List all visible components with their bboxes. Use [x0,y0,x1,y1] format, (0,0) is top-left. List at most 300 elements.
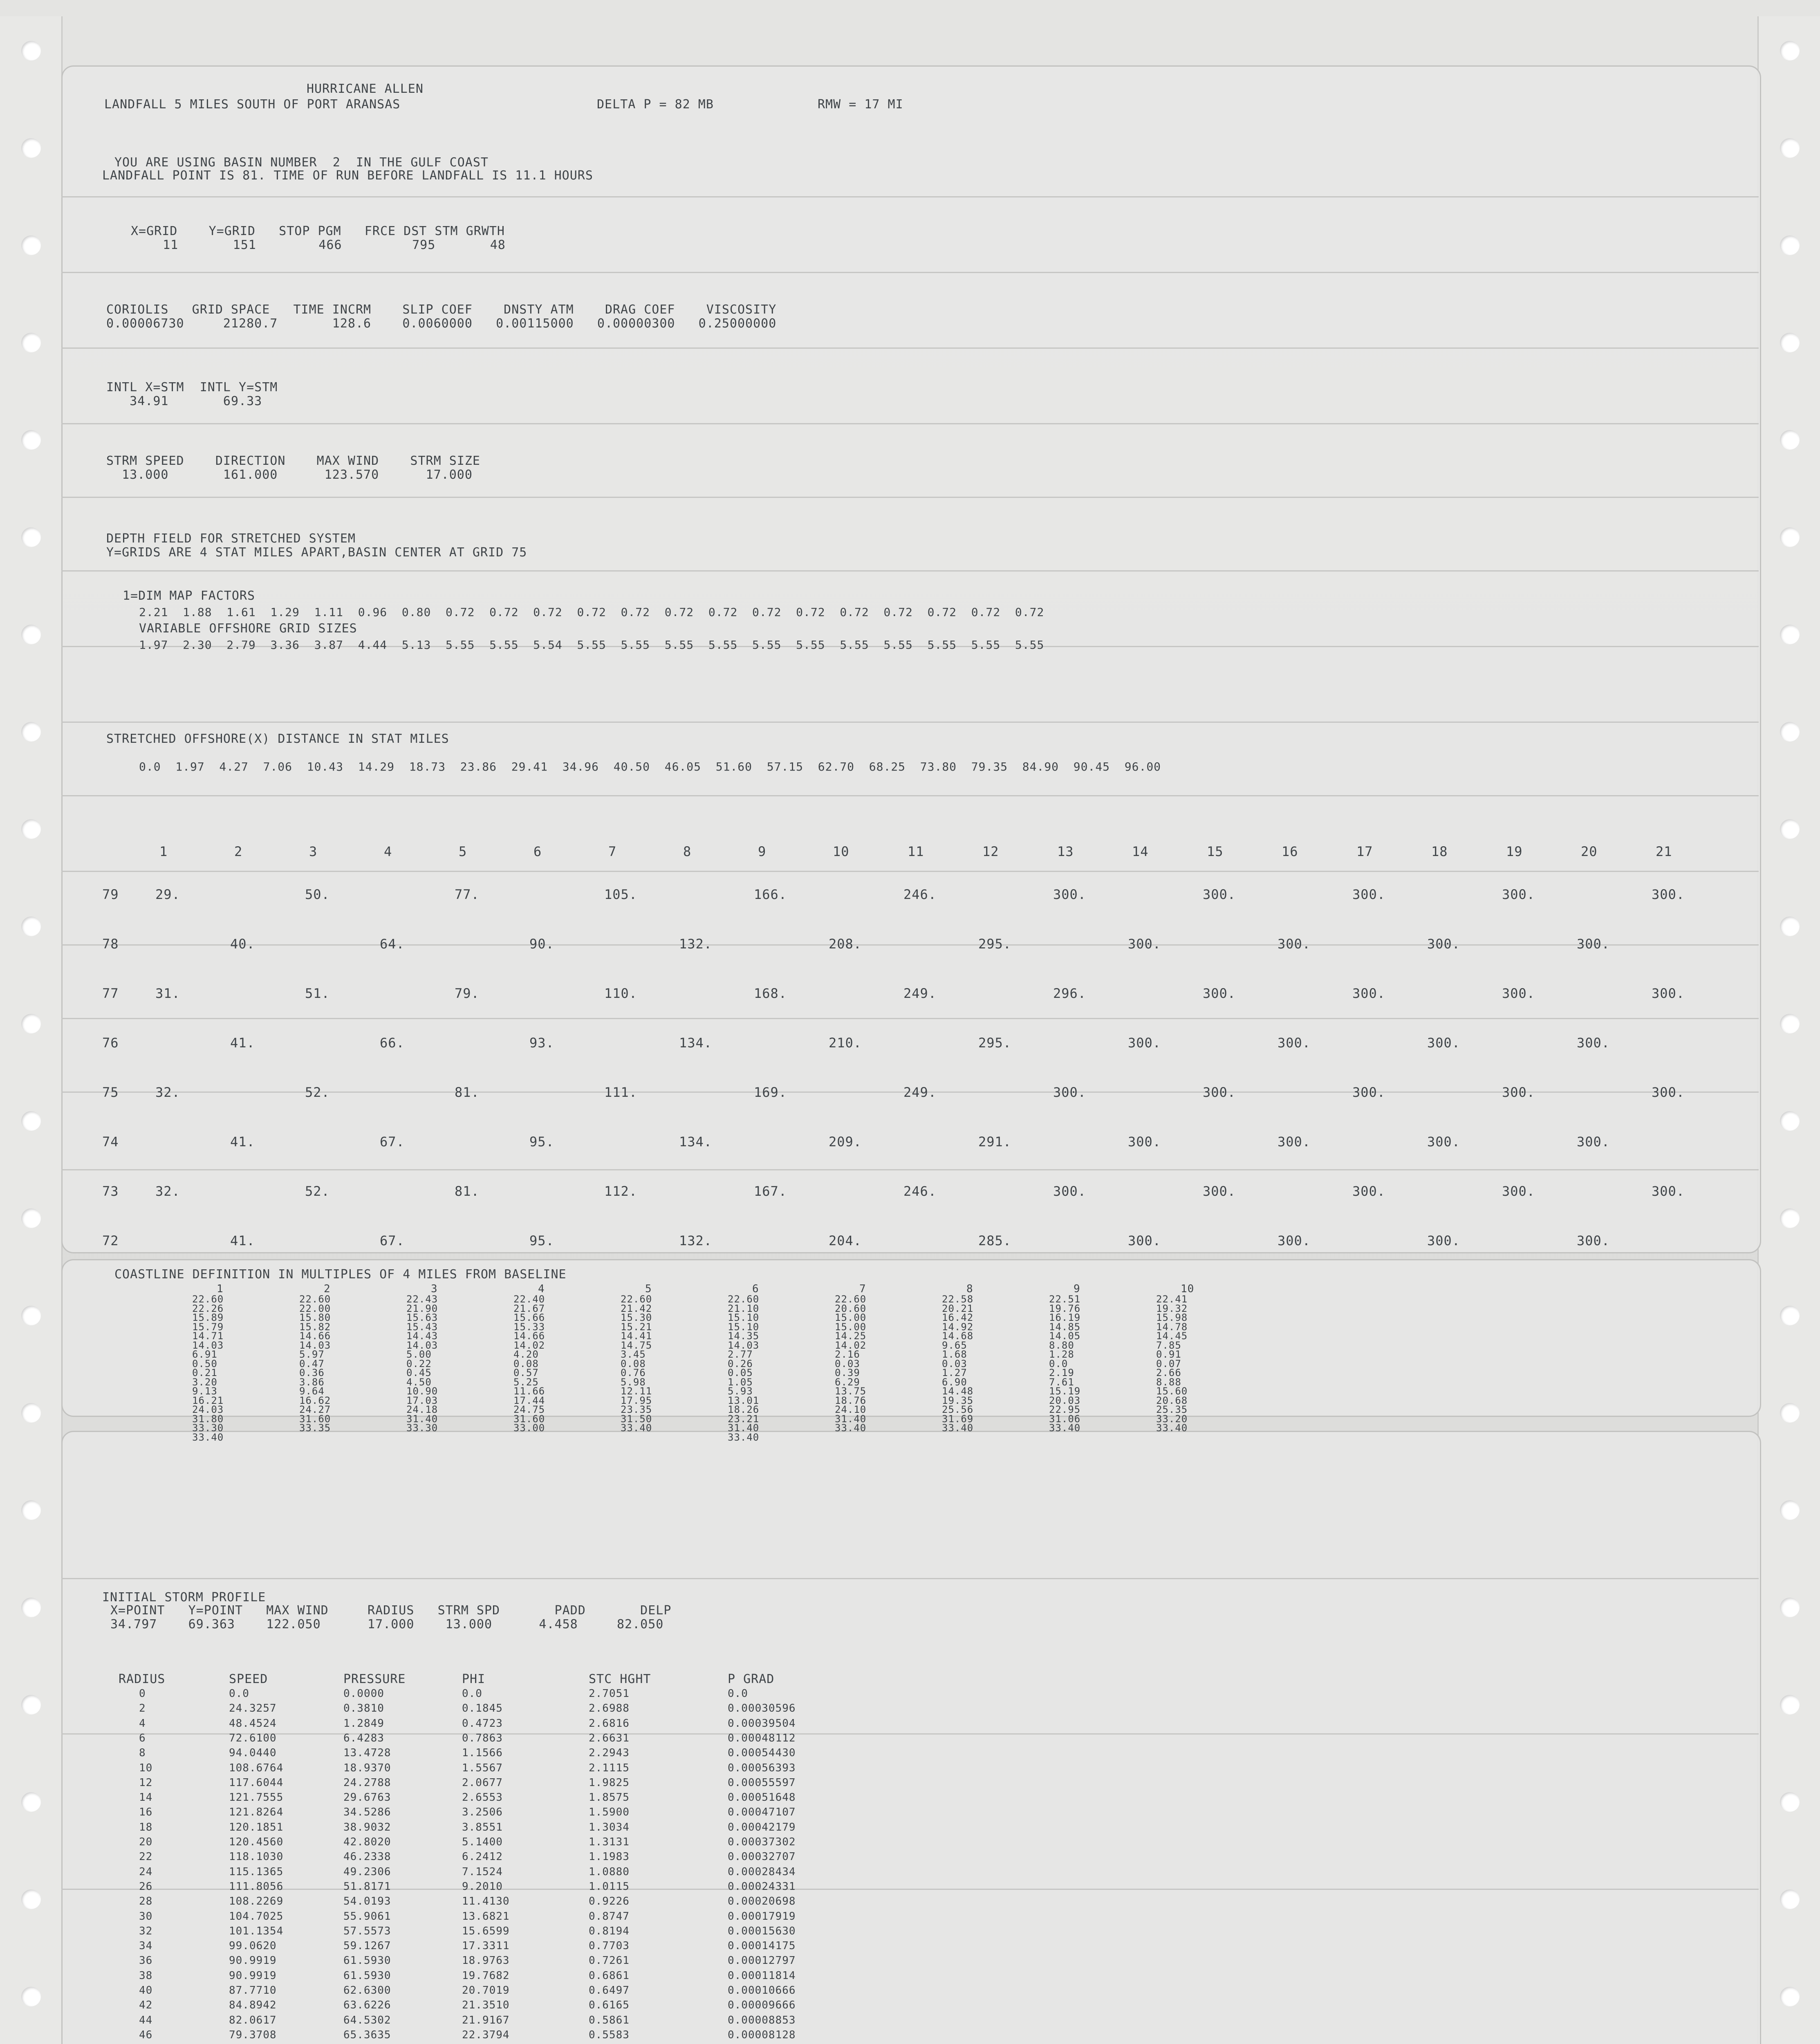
table-cell: 101.1354 [229,1925,284,1937]
greenbar-rule [61,795,1759,796]
depth-cell: 300. [1053,887,1087,902]
table-cell: 3.8551 [462,1821,503,1833]
coastline-value: 8.88 [1156,1376,1181,1388]
coastline-value: 0.50 [192,1358,217,1369]
coastline-column-number: 6 [752,1283,759,1295]
table-cell: 90.9919 [229,1969,277,1982]
table-cell: 0.00054430 [728,1747,796,1759]
coastline-value: 15.60 [1156,1385,1188,1397]
profile-values: 34.797 69.363 122.050 17.000 13.000 4.458 82.050 [110,1617,664,1632]
table-cell: 0.0 [728,1688,748,1700]
table-cell: 1.1566 [462,1747,503,1759]
coastline-value: 0.21 [192,1367,217,1378]
table-cell: 6.4283 [343,1732,384,1744]
table-cell: 0.8747 [589,1910,630,1923]
coastline-value: 24.75 [513,1404,545,1415]
coastline-value: 15.19 [1049,1385,1081,1397]
depth-cell: 210. [829,1035,862,1051]
depth-cell: 249. [903,1085,937,1100]
table-cell: 16 [139,1806,153,1819]
coastline-value: 14.66 [513,1330,545,1342]
sprocket-hole [21,527,41,547]
coastline-value: 14.75 [621,1339,652,1351]
coastline-value: 19.32 [1156,1302,1188,1314]
coastline-value: 31.40 [406,1413,438,1425]
table-cell: 51.8171 [343,1880,391,1893]
table-cell: 44 [139,2014,153,2026]
coastline-value: 17.44 [513,1394,545,1406]
table-cell: 0.00015630 [728,1925,796,1937]
table-cell: 62.6300 [343,1984,391,1997]
depth-cell: 300. [1652,1085,1685,1100]
coastline-value: 1.28 [1049,1349,1074,1360]
coastline-value: 23.35 [621,1404,652,1415]
sprocket-hole [21,333,41,352]
coastline-value: 17.03 [406,1394,438,1406]
coastline-value: 15.00 [835,1312,867,1323]
depth-cell: 32. [155,1085,180,1100]
table-cell: 0.5861 [589,2014,630,2026]
coastline-value: 14.25 [835,1330,867,1342]
table-cell: 0.00055597 [728,1776,796,1789]
greenbar-rule [61,1018,1759,1019]
table-header-cell: PRESSURE [343,1672,406,1686]
coastline-value: 15.43 [406,1321,438,1333]
coastline-value: 19.76 [1049,1302,1081,1314]
table-cell: 0.00011814 [728,1969,796,1982]
column-index: 2 [234,844,243,859]
depth-cell: 300. [1652,887,1685,902]
sprocket-hole [21,41,41,61]
sprocket-hole [21,1695,41,1715]
sprocket-hole [1780,333,1800,352]
table-cell: 2.6631 [589,1732,630,1744]
initial-position-values: 34.91 69.33 [106,394,262,408]
table-cell: 0.00012797 [728,1954,796,1967]
coastline-column-number: 3 [431,1283,438,1295]
depth-row-label: 72 [102,1233,119,1248]
table-cell: 0 [139,1688,146,1700]
greenbar-rule [61,1889,1759,1890]
table-cell: 1.3131 [589,1836,630,1848]
column-index: 20 [1581,844,1598,859]
table-cell: 72.6100 [229,1732,277,1744]
column-index: 12 [982,844,999,859]
greenbar-rule [61,944,1759,946]
depth-cell: 300. [1427,1035,1461,1051]
coastline-value: 3.86 [299,1376,325,1388]
coastline-value: 0.57 [513,1367,539,1378]
depth-cell: 246. [903,887,937,902]
table-cell [728,2042,796,2044]
coastline-value: 12.11 [621,1385,652,1397]
sprocket-hole [21,138,41,158]
table-cell: 29.6763 [343,1791,391,1804]
table-cell: 24 [139,1865,153,1878]
depth-cell: 52. [305,1183,330,1199]
basin-line-2: LANDFALL POINT IS 81. TIME OF RUN BEFORE LANDFALL IS 11.1 HOURS [102,168,593,183]
table-cell: 120.1851 [229,1821,284,1833]
depth-cell: 67. [380,1134,405,1150]
table-cell: 42.8020 [343,1836,391,1848]
table-header-cell: STC HGHT [589,1672,651,1686]
table-cell: 1.0880 [589,1865,630,1878]
table-cell: 82.0617 [229,2014,277,2026]
coastline-value: 16.42 [942,1312,974,1323]
coastline-value: 20.68 [1156,1394,1188,1406]
table-cell: 120.4560 [229,1836,284,1848]
table-cell: 24.3257 [229,1702,277,1715]
depth-cell: 41. [230,1134,255,1150]
depth-row-label: 76 [102,1035,119,1051]
table-cell: 18 [139,1821,153,1833]
depth-cell: 31. [155,986,180,1001]
sprocket-hole [1780,1403,1800,1423]
coastline-value: 6.90 [942,1376,967,1388]
sprocket-hole [21,625,41,644]
table-cell: 0.00047107 [728,1806,796,1819]
table-cell: 104.7025 [229,1910,284,1923]
coastline-value: 14.71 [192,1330,224,1342]
depth-cell: 77. [455,887,480,902]
table-cell: 14 [139,1791,153,1804]
coastline-column-number: 2 [324,1283,331,1295]
table-cell: 0.00051648 [728,1791,796,1804]
table-header-cell: RADIUS [119,1672,166,1686]
depth-cell: 169. [754,1085,787,1100]
depth-cell: 52. [305,1085,330,1100]
table-cell: 2.2943 [589,1747,630,1759]
coastline-value: 14.02 [835,1339,867,1351]
table-cell: 108.6764 [229,1762,284,1774]
coastline-value: 2.77 [728,1349,753,1360]
coastline-value: 24.03 [192,1404,224,1415]
table-cell: 28 [139,1895,153,1908]
depth-cell: 300. [1203,986,1236,1001]
coastline-value: 22.58 [942,1293,974,1305]
table-cell: 0.00042179 [728,1821,796,1833]
coastline-column-number: 9 [1074,1283,1080,1295]
table-cell [229,2042,277,2044]
depth-cell: 300. [1128,1233,1161,1248]
depth-cell: 285. [978,1233,1012,1248]
coastline-value: 33.40 [942,1422,974,1434]
coastline-value: 1.68 [942,1349,967,1360]
depth-cell: 300. [1128,936,1161,952]
coastline-value: 33.00 [513,1422,545,1434]
stretched-row: 0.0 1.97 4.27 7.06 10.43 14.29 18.73 23.86 29.41 34.96 40.50 46.05 51.60 57.15 62.70 68.25 73.80 79.35 84.90 90.45 96.00 [139,760,1161,773]
column-index: 8 [683,844,692,859]
depth-cell: 300. [1577,936,1610,952]
depth-cell: 300. [1053,1183,1087,1199]
table-cell: 22.3794 [462,2028,510,2041]
greenbar-rule [61,196,1759,197]
coastline-value: 0.45 [406,1367,432,1378]
coastline-value: 0.47 [299,1358,325,1369]
sprocket-hole [1780,1500,1800,1520]
table-cell: 2.1115 [589,1762,630,1774]
table-cell: 1.5900 [589,1806,630,1819]
coastline-value: 0.39 [835,1367,860,1378]
coastline-value: 21.42 [621,1302,652,1314]
greenbar-rule [61,497,1759,498]
coastline-value: 22.60 [192,1293,224,1305]
storm-values: 13.000 161.000 123.570 17.000 [106,468,473,482]
coastline-value: 15.00 [835,1321,867,1333]
table-cell: 0.5583 [589,2028,630,2041]
column-index: 5 [459,844,467,859]
table-cell: 0.4723 [462,1717,503,1730]
hurricane-name: HURRICANE ALLEN [307,82,424,96]
depth-row-label: 73 [102,1183,119,1199]
column-index: 13 [1057,844,1074,859]
coastline-value: 13.01 [728,1394,760,1406]
coastline-value: 23.21 [728,1413,760,1425]
sprocket-hole [1780,625,1800,644]
depth-cell: 95. [529,1134,554,1150]
coastline-value: 22.40 [513,1293,545,1305]
coastline-value: 20.60 [835,1302,867,1314]
depth-cell: 300. [1278,936,1311,952]
coastline-value: 18.26 [728,1404,760,1415]
coastline-value: 14.41 [621,1330,652,1342]
sprocket-hole [1780,41,1800,61]
table-cell: 0.6861 [589,1969,630,1982]
table-cell: 20.7019 [462,1984,510,1997]
coastline-value: 21.67 [513,1302,545,1314]
coastline-value: 14.03 [406,1339,438,1351]
coastline-value: 22.43 [406,1293,438,1305]
sprocket-hole [21,819,41,839]
table-cell: 38.9032 [343,1821,391,1833]
table-cell: 111.8056 [229,1880,284,1893]
table-cell: 1.8575 [589,1791,630,1804]
coastline-value: 0.07 [1156,1358,1181,1369]
table-cell: 0.0 [462,1688,482,1700]
profile-title: INITIAL STORM PROFILE [102,1590,266,1605]
greenbar-rule [61,871,1759,872]
depth-cell: 300. [1128,1134,1161,1150]
table-cell: 49.2306 [343,1865,391,1878]
table-cell: 6 [139,1732,146,1744]
table-cell: 0.0000 [343,1688,384,1700]
table-cell: 40 [139,1984,153,1997]
table-cell: 99.0620 [229,1940,277,1952]
coastline-value: 22.26 [192,1302,224,1314]
column-index: 11 [908,844,924,859]
table-cell: 121.8264 [229,1806,284,1819]
coastline-value: 14.48 [942,1385,974,1397]
depth-cell: 300. [1502,887,1535,902]
depth-cell: 64. [380,936,405,952]
table-header-cell: SPEED [229,1672,268,1686]
coastline-value: 0.76 [621,1367,646,1378]
table-cell: 63.6226 [343,1999,391,2012]
table-cell: 0.00020698 [728,1895,796,1908]
coastline-value: 18.76 [835,1394,867,1406]
coastline-value: 14.45 [1156,1330,1188,1342]
greenbar-rule [61,570,1759,572]
coastline-value: 15.79 [192,1321,224,1333]
coastline-value: 14.03 [299,1339,331,1351]
column-index: 4 [384,844,392,859]
depth-cell: 291. [978,1134,1012,1150]
coastline-value: 0.03 [942,1358,967,1369]
column-index: 15 [1207,844,1224,859]
coastline-value: 8.80 [1049,1339,1074,1351]
sprocket-hole [1780,1695,1800,1715]
table-cell: 1.3034 [589,1821,630,1833]
sprocket-hole [21,1500,41,1520]
table-cell: 11.4130 [462,1895,510,1908]
coastline-value: 6.29 [835,1376,860,1388]
column-index: 16 [1282,844,1298,859]
storm-header: STRM SPEED DIRECTION MAX WIND STRM SIZE [106,454,480,468]
coastline-value: 15.10 [728,1321,760,1333]
depth-cell: 132. [679,1233,713,1248]
offshore-row: 1.97 2.30 2.79 3.36 3.87 4.44 5.13 5.55 5.55 5.54 5.55 5.55 5.55 5.55 5.55 5.55 5.55 5.55 5.55 5.55 5.55 [139,638,1044,652]
depth-cell: 300. [1427,1233,1461,1248]
table-cell: 94.0440 [229,1747,277,1759]
table-cell: 38 [139,1969,153,1982]
table-cell: 118.1030 [229,1851,284,1863]
map-factors-label: 1=DIM MAP FACTORS [123,589,256,603]
table-cell: 0.00010666 [728,1984,796,1997]
table-cell: 0.7863 [462,1732,503,1744]
table-cell: 46 [139,2028,153,2041]
coastline-value: 22.00 [299,1302,331,1314]
coastline-value: 33.40 [621,1422,652,1434]
coastline-value: 10.90 [406,1385,438,1397]
sprocket-hole [21,1403,41,1423]
sprocket-hole [1780,1014,1800,1033]
sprocket-hole [1780,1111,1800,1131]
table-cell: 115.1365 [229,1865,284,1878]
greenbar-rule [61,423,1759,424]
coastline-value: 0.22 [406,1358,432,1369]
sprocket-hole [1780,138,1800,158]
coastline-value: 22.60 [299,1293,331,1305]
depth-cell: 300. [1577,1134,1610,1150]
table-cell: 32 [139,1925,153,1937]
coastline-value: 14.78 [1156,1321,1188,1333]
coastline-column-number: 4 [538,1283,545,1295]
depth-cell: 296. [1053,986,1087,1001]
table-cell [589,2042,630,2044]
table-cell: 0.00032707 [728,1851,796,1863]
depth-cell: 300. [1203,1085,1236,1100]
sprocket-hole [1780,917,1800,936]
coastline-value: 25.56 [942,1404,974,1415]
depth-cell: 208. [829,936,862,952]
sprocket-hole [1780,1306,1800,1325]
depth-row-label: 77 [102,986,119,1001]
offshore-label: VARIABLE OFFSHORE GRID SIZES [139,621,357,636]
table-cell: 2.6553 [462,1791,503,1804]
table-cell: 42 [139,1999,153,2012]
coastline-value: 31.06 [1049,1413,1081,1425]
table-cell: 65.3635 [343,2028,391,2041]
profile-header: X=POINT Y=POINT MAX WIND RADIUS STRM SPD PADD DELP [110,1603,672,1618]
table-cell: 57.5573 [343,1925,391,1937]
coastline-value: 33.40 [728,1431,760,1443]
coastline-value: 14.85 [1049,1321,1081,1333]
coastline-value: 31.69 [942,1413,974,1425]
grid-values: 11 151 466 795 48 [147,238,506,252]
table-cell: 87.7710 [229,1984,277,1997]
column-index: 1 [159,844,168,859]
table-cell: 0.00028434 [728,1865,796,1878]
table-cell: 46.2338 [343,1851,391,1863]
stretched-label: STRETCHED OFFSHORE(X) DISTANCE IN STAT MILES [106,732,449,746]
depth-cell: 134. [679,1134,713,1150]
coastline-value: 3.45 [621,1349,646,1360]
table-cell: 0.00048112 [728,1732,796,1744]
table-cell: 2.7051 [589,1688,630,1700]
coastline-value: 15.80 [299,1312,331,1323]
table-cell: 3.2506 [462,1806,503,1819]
table-cell: 15.6599 [462,1925,510,1937]
depth-cell: 300. [1203,887,1236,902]
physics-values: 0.00006730 21280.7 128.6 0.0060000 0.00115000 0.00000300 0.25000000 [106,316,777,331]
coastline-value: 14.92 [942,1321,974,1333]
table-cell: 22 [139,1851,153,1863]
depth-cell: 295. [978,936,1012,952]
coastline-value: 22.60 [835,1293,867,1305]
table-cell [343,2042,391,2044]
coastline-value: 14.66 [299,1330,331,1342]
coastline-value: 24.27 [299,1404,331,1415]
column-index: 3 [309,844,318,859]
coastline-value: 33.40 [1049,1422,1081,1434]
table-cell: 0.00030596 [728,1702,796,1715]
coastline-value: 0.36 [299,1367,325,1378]
table-header-cell: P GRAD [728,1672,775,1686]
sprocket-hole [1780,1987,1800,2006]
table-cell: 0.7261 [589,1954,630,1967]
left-tractor-strip [0,16,63,2044]
coastline-value: 15.10 [728,1312,760,1323]
coastline-value: 33.30 [192,1422,224,1434]
table-cell: 48.4524 [229,1717,277,1730]
depth-cell: 51. [305,986,330,1001]
sprocket-hole [1780,819,1800,839]
table-cell: 18.9370 [343,1762,391,1774]
depth-row-label: 75 [102,1085,119,1100]
depth-row-label: 74 [102,1134,119,1150]
table-cell: 61.5930 [343,1969,391,1982]
landfall-line: LANDFALL 5 MILES SOUTH OF PORT ARANSAS [104,97,401,112]
coastline-column-number: 1 [217,1283,224,1295]
coastline-value: 33.40 [835,1422,867,1434]
coastline-value: 15.21 [621,1321,652,1333]
coastline-value: 15.66 [513,1312,545,1323]
table-cell: 64.5302 [343,2014,391,2026]
table-cell: 13.6821 [462,1910,510,1923]
table-cell [462,2042,510,2044]
sprocket-hole [21,1987,41,2006]
column-index: 14 [1132,844,1149,859]
table-cell: 121.7555 [229,1791,284,1804]
sprocket-hole [21,1889,41,1909]
table-cell: 0.0 [229,1688,249,1700]
coastline-value: 14.68 [942,1330,974,1342]
coastline-value: 15.33 [513,1321,545,1333]
coastline-value: 33.40 [192,1431,224,1443]
coastline-value: 15.82 [299,1321,331,1333]
greenbar-rule [61,1578,1759,1579]
depth-cell: 167. [754,1183,787,1199]
